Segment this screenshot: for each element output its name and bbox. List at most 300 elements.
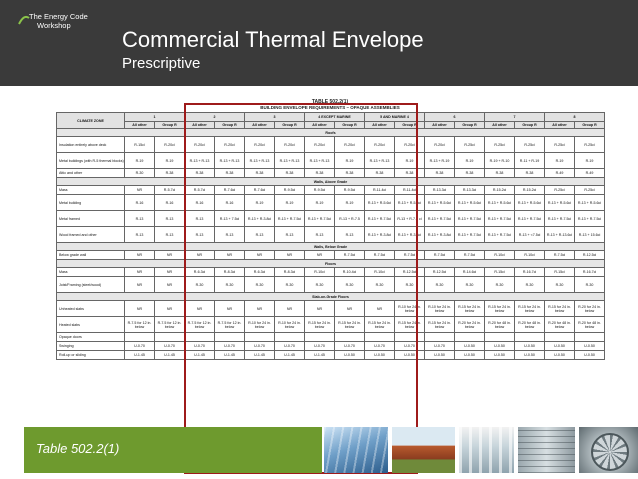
table-cell: R-15 for 24 in. below	[395, 317, 425, 333]
table-cell: R-8.3ci	[275, 268, 305, 277]
table-cell: R-19	[155, 153, 185, 169]
table-cell	[455, 333, 485, 342]
table-cell: R-20 for 48 in. below	[545, 317, 575, 333]
zone-header: 2	[185, 113, 245, 122]
table-cell: NR	[125, 251, 155, 260]
table-cell: R-7.5ci	[335, 251, 365, 260]
table-cell: R-20 for 48 in. below	[515, 317, 545, 333]
table-cell: R-25ci	[575, 186, 605, 195]
table-cell: U-0.70	[305, 342, 335, 351]
table-cell: R-10ci	[365, 268, 395, 277]
table-cell: R-13	[125, 211, 155, 227]
row-label: Below grade wall	[57, 251, 125, 260]
table-cell: R-30	[395, 277, 425, 293]
table-cell: R-30	[305, 277, 335, 293]
table-cell: U-1.45	[215, 351, 245, 360]
table-row	[57, 211, 605, 227]
table-cell: R-13 + R-5.6ci	[425, 195, 455, 211]
table-cell: R-30	[125, 169, 155, 178]
table-cell: R-20ci	[305, 137, 335, 153]
table-cell: R-13	[215, 227, 245, 243]
table-cell: NR	[155, 268, 185, 277]
table-cell: R-20ci	[395, 137, 425, 153]
group-header: Group R	[395, 122, 425, 129]
table-cell: R-15 for 24 in. below	[545, 301, 575, 317]
table-cell: R-19	[395, 153, 425, 169]
table-cell: R-7.5ci	[395, 251, 425, 260]
zone-header: 8	[545, 113, 605, 122]
table-cell: NR	[125, 186, 155, 195]
table-cell: R-13 + R-7.5ci	[545, 211, 575, 227]
table-cell: R-20ci	[215, 137, 245, 153]
table-cell: R-7.5ci	[455, 251, 485, 260]
group-header: All other	[365, 122, 395, 129]
group-header: All other	[305, 122, 335, 129]
group-header: All other	[485, 122, 515, 129]
group-header: All other	[125, 122, 155, 129]
table-cell: R-15ci	[485, 268, 515, 277]
table-cell: R-13 + R-13	[365, 153, 395, 169]
table-cell: R-13 + R-7.5ci	[485, 211, 515, 227]
table-cell: R-13.3ci	[425, 186, 455, 195]
table-cell: R-13 + R-5.6ci	[365, 195, 395, 211]
table-cell: R-19 + R-10	[485, 153, 515, 169]
table-cell	[125, 333, 155, 342]
table-cell: R-13 + R-5.6ci	[455, 195, 485, 211]
table-cell: R-38	[395, 169, 425, 178]
table-cell: R-7.5ci	[545, 251, 575, 260]
table-cell: R-20 for 48 in. below	[575, 317, 605, 333]
table-cell: R-13 + R-3.8ci	[365, 227, 395, 243]
table-cell: R-13 + R-13	[245, 153, 275, 169]
table-cell: R-7.5ci	[425, 251, 455, 260]
table-cell: R-11.4ci	[365, 186, 395, 195]
envelope-table-image	[56, 99, 604, 414]
section-row	[57, 243, 605, 251]
table-cell: U-1.45	[185, 351, 215, 360]
table-cell: R-10ci	[515, 251, 545, 260]
table-subtitle: BUILDING ENVELOPE REQUIREMENTS – OPAQUE ASSEMBLIES	[260, 105, 400, 110]
table-cell	[155, 333, 185, 342]
metal-wall-photo	[518, 427, 575, 473]
section-heading: Floors	[57, 260, 605, 268]
group-header: All other	[425, 122, 455, 129]
group-header: Group R	[155, 122, 185, 129]
table-cell: R-16	[215, 195, 245, 211]
table-cell: R-15ci	[125, 137, 155, 153]
row-label: Unheated slabs	[57, 301, 125, 317]
row-label: Wood framed and other	[57, 227, 125, 243]
table-cell: R-13 + <7.5ci	[515, 227, 545, 243]
table-cell: R-13	[155, 227, 185, 243]
table-cell: R-25ci	[575, 137, 605, 153]
table-cell: R-13	[185, 227, 215, 243]
table-row	[57, 351, 605, 360]
table-cell: R-9.5ci	[305, 186, 335, 195]
table-cell: R-20ci	[185, 137, 215, 153]
table-cell: R-30	[215, 277, 245, 293]
caption-box	[24, 427, 322, 473]
table-cell: R-19	[335, 153, 365, 169]
table-cell: R-13 + R-13	[215, 153, 245, 169]
table-cell: U-0.50	[575, 351, 605, 360]
table-cell: R-20 for 24 in. below	[455, 317, 485, 333]
group-header: All other	[245, 122, 275, 129]
row-label: Insulation entirely above deck	[57, 137, 125, 153]
table-cell: R-7.5ci	[365, 251, 395, 260]
row-label: Mass	[57, 186, 125, 195]
table-cell: R-19	[305, 195, 335, 211]
table-cell: U-0.50	[395, 351, 425, 360]
table-cell	[275, 333, 305, 342]
table-cell: U-0.50	[515, 351, 545, 360]
table-cell: U-0.70	[425, 342, 455, 351]
group-header: Group R	[575, 122, 605, 129]
table-cell: R-19	[245, 195, 275, 211]
table-cell: R-15 for 24 in. below	[425, 317, 455, 333]
table-row	[57, 333, 605, 342]
table-cell: R-30	[515, 277, 545, 293]
table-cell: R-13 + R-3.8ci	[425, 227, 455, 243]
logo-line-1: The Energy Code	[29, 12, 88, 21]
table-cell: NR	[155, 277, 185, 293]
table-cell: NR	[125, 277, 155, 293]
table-cell: R-7.6ci	[215, 186, 245, 195]
table-cell: R-12.5ci	[425, 268, 455, 277]
table-cell: R-13.3ci	[455, 186, 485, 195]
section-heading: Walls, Above Grade	[57, 178, 605, 186]
fan-photo	[579, 427, 638, 473]
table-cell: R-30	[275, 277, 305, 293]
table-cell: U-0.70	[125, 342, 155, 351]
table-row	[57, 169, 605, 178]
table-cell: R-25ci	[545, 186, 575, 195]
table-cell: R-10.4ci	[335, 268, 365, 277]
table-cell: U-0.50	[335, 351, 365, 360]
table-cell: NR	[215, 301, 245, 317]
slide-header	[0, 0, 638, 86]
table-cell: R-30	[575, 277, 605, 293]
row-label: Opaque doors	[57, 333, 125, 342]
table-cell: U-0.70	[275, 342, 305, 351]
row-label: Metal buildings (with R-5 thermal blocks)	[57, 153, 125, 169]
table-cell: R-19	[275, 195, 305, 211]
table-cell: U-0.70	[215, 342, 245, 351]
table-cell: R-10ci	[485, 251, 515, 260]
table-cell: R-13	[125, 227, 155, 243]
table-cell: R-5.7ci	[155, 186, 185, 195]
table-cell: R-13 + R-7.5ci	[485, 227, 515, 243]
table-cell: R-13 + R-7.5ci	[425, 211, 455, 227]
table-cell: NR	[185, 251, 215, 260]
table-cell: NR	[275, 301, 305, 317]
table-row	[57, 137, 605, 153]
table-cell: R-15 for 24 in. below	[335, 317, 365, 333]
table-cell: R-10 for 24 in. below	[275, 317, 305, 333]
table-cell: R-16	[185, 195, 215, 211]
table-row	[57, 268, 605, 277]
table-cell: R-7.6ci	[245, 186, 275, 195]
table-cell: R-13 + 7.5ci	[215, 211, 245, 227]
table-row	[57, 317, 605, 333]
table-cell: R-15.2ci	[485, 186, 515, 195]
table-cell: R-20ci	[245, 137, 275, 153]
table-cell: NR	[125, 268, 155, 277]
table-cell: R-38	[305, 169, 335, 178]
table-cell: R-15.2ci	[515, 186, 545, 195]
table-cell: R-11 + R-19	[515, 153, 545, 169]
table-cell: R-13	[305, 227, 335, 243]
table-cell: U-0.50	[545, 351, 575, 360]
table-cell	[365, 333, 395, 342]
table-row	[57, 195, 605, 211]
table-cell: R-5.7ci	[185, 186, 215, 195]
table-cell: R-13 + R-5.6ci	[575, 195, 605, 211]
table-cell: R-13 + R-13	[185, 153, 215, 169]
table-cell: R-13 + R-5.6ci	[485, 195, 515, 211]
table-cell: R-13 + R-5.6ci	[395, 195, 425, 211]
table-cell: R-30	[455, 277, 485, 293]
table-row	[57, 277, 605, 293]
table-cell: R-13 + R-19	[425, 153, 455, 169]
table-cell: R-20 for 24 in. below	[575, 301, 605, 317]
table-cell: R-38	[335, 169, 365, 178]
table-cell	[185, 333, 215, 342]
table-cell: R-10 for 24 in. below	[245, 317, 275, 333]
table-cell: NR	[305, 301, 335, 317]
table-cell: R-30	[545, 277, 575, 293]
table-cell: U-0.50	[515, 342, 545, 351]
table-cell: NR	[155, 301, 185, 317]
group-header: Group R	[215, 122, 245, 129]
table-cell: NR	[185, 301, 215, 317]
table-cell: R-13 + R-7.5ci	[515, 211, 545, 227]
table-cell: R-9.5ci	[275, 186, 305, 195]
group-header: All other	[185, 122, 215, 129]
table-cell: R-20ci	[335, 137, 365, 153]
logo-text	[29, 12, 88, 30]
table-cell: R-6.3ci	[185, 268, 215, 277]
table-row	[57, 227, 605, 243]
table-cell: U-1.45	[245, 351, 275, 360]
logo-line-2: Workshop	[37, 21, 71, 30]
table-cell: R-15 for 24 in. below	[365, 317, 395, 333]
table-cell: R-12.5ci	[575, 251, 605, 260]
table-cell: R-30	[425, 277, 455, 293]
table-cell: R-20ci	[425, 137, 455, 153]
row-label: Heated slabs	[57, 317, 125, 333]
table-cell: R-38	[185, 169, 215, 178]
slide-title: Commercial Thermal Envelope	[122, 27, 424, 52]
table-cell: R-15 for 24 in. below	[485, 301, 515, 317]
table-cell: U-0.70	[185, 342, 215, 351]
table-cell: R-16	[125, 195, 155, 211]
table-cell	[575, 333, 605, 342]
table-cell: R-19	[335, 195, 365, 211]
table-cell: R-20ci	[155, 137, 185, 153]
table-cell: U-0.70	[395, 342, 425, 351]
table-cell	[215, 333, 245, 342]
table-row	[57, 342, 605, 351]
table-cell: R-8.3ci	[215, 268, 245, 277]
table-cell: R-38	[485, 169, 515, 178]
table-cell: R-16.7ci	[515, 268, 545, 277]
table-cell: R-13 + R-7.5ci	[365, 211, 395, 227]
zone-header: 3	[245, 113, 305, 122]
table-cell: R-38	[425, 169, 455, 178]
table-cell: R-49	[575, 169, 605, 178]
section-heading: Slab-on-Grade Floors	[57, 293, 605, 301]
table-cell: NR	[335, 301, 365, 317]
table-cell: R-9.5ci	[335, 186, 365, 195]
table-cell: R-25ci	[485, 137, 515, 153]
table-cell: R-30	[185, 277, 215, 293]
table-cell	[305, 333, 335, 342]
row-label: Joist/Framing (steel/wood)	[57, 277, 125, 293]
table-cell: R-13 + R-7.5	[335, 211, 365, 227]
zone-header: 1	[125, 113, 185, 122]
section-heading: Roofs	[57, 129, 605, 137]
row-label: Metal building	[57, 195, 125, 211]
zone-header-row	[57, 113, 605, 122]
table-cell: R-13	[245, 227, 275, 243]
table-cell: R-38	[215, 169, 245, 178]
table-cell: U-0.70	[335, 342, 365, 351]
table-cell: R-13 + R-7.5ci	[455, 227, 485, 243]
group-header: Group R	[275, 122, 305, 129]
table-cell: R-11.4ci	[395, 186, 425, 195]
table-cell: U-1.45	[305, 351, 335, 360]
table-cell: U-0.50	[485, 342, 515, 351]
table-cell: U-0.70	[365, 342, 395, 351]
table-body	[57, 129, 605, 360]
group-header: Group R	[335, 122, 365, 129]
table-cell: R-19	[455, 153, 485, 169]
table-cell: R-13	[155, 211, 185, 227]
table-cell: R-30	[485, 277, 515, 293]
table-cell: R-30	[365, 277, 395, 293]
section-row	[57, 178, 605, 186]
table-cell: U-0.50	[455, 351, 485, 360]
table-cell: R-30	[245, 277, 275, 293]
table-cell: R-7.5 for 12 in. below	[155, 317, 185, 333]
table-cell: R-16	[155, 195, 185, 211]
table-cell: R-13 + R-7.5ci	[275, 211, 305, 227]
table-cell: NR	[275, 251, 305, 260]
table-cell: NR	[125, 301, 155, 317]
table-cell: R-13 + R-13.6ci	[545, 227, 575, 243]
table-cell: R-13 + R-7.5ci	[455, 211, 485, 227]
table-cell: NR	[245, 251, 275, 260]
table-cell: R-13 + R-7.5ci	[575, 211, 605, 227]
table-cell	[425, 333, 455, 342]
table-cell: R-6.3ci	[245, 268, 275, 277]
table-cell: U-1.45	[275, 351, 305, 360]
table-cell: NR	[365, 301, 395, 317]
table-cell: R-13 + R-5.6ci	[545, 195, 575, 211]
table-cell: U-0.50	[545, 342, 575, 351]
table-cell: R-20 for 48 in. below	[485, 317, 515, 333]
table-cell: R-13	[185, 211, 215, 227]
table-cell: R-25ci	[455, 137, 485, 153]
climate-zone-header: CLIMATE ZONE	[57, 113, 125, 129]
table-cell	[485, 333, 515, 342]
caption-text: Table 502.2(1)	[36, 441, 120, 456]
table-cell: R-25ci	[545, 137, 575, 153]
section-row	[57, 293, 605, 301]
group-header: All other	[545, 122, 575, 129]
section-heading: Walls, Below Grade	[57, 243, 605, 251]
table-cell: U-0.50	[455, 342, 485, 351]
envelope-requirements-table	[56, 112, 605, 360]
table-cell: U-0.50	[485, 351, 515, 360]
table-cell: R-49	[545, 169, 575, 178]
table-cell: R-16.7ci	[575, 268, 605, 277]
zone-header: 7	[485, 113, 545, 122]
table-cell: R-15 for 24 in. below	[455, 301, 485, 317]
table-cell: R-13	[335, 227, 365, 243]
zone-header: 5 AND MARINE 4	[365, 113, 425, 122]
table-cell: R-13 + R-7.5 ci	[395, 211, 425, 227]
row-label: Attic and other	[57, 169, 125, 178]
table-row	[57, 301, 605, 317]
table-cell: U-0.70	[155, 342, 185, 351]
table-cell	[545, 333, 575, 342]
table-cell: NR	[155, 251, 185, 260]
warehouse-photo	[459, 427, 514, 473]
zone-header: 4 EXCEPT MARINE	[305, 113, 365, 122]
house-roof-photo	[392, 427, 455, 473]
table-cell: R-38	[515, 169, 545, 178]
table-row	[57, 251, 605, 260]
section-row	[57, 129, 605, 137]
table-cell: U-1.45	[125, 351, 155, 360]
table-cell: R-13 + R-7.5ci	[305, 211, 335, 227]
table-cell: R-7.5 for 12 in. below	[215, 317, 245, 333]
table-cell	[515, 333, 545, 342]
section-row	[57, 260, 605, 268]
table-cell: NR	[215, 251, 245, 260]
table-cell: NR	[245, 301, 275, 317]
table-cell: R-38	[455, 169, 485, 178]
table-cell: R-38	[365, 169, 395, 178]
table-cell: R-7.5 for 12 in. below	[125, 317, 155, 333]
table-cell: U-0.50	[365, 351, 395, 360]
table-cell: U-1.45	[155, 351, 185, 360]
table-cell: R-13 + R-3.8ci	[245, 211, 275, 227]
table-cell: R-7.5 for 12 in. below	[185, 317, 215, 333]
table-row	[57, 153, 605, 169]
table-cell: NR	[305, 251, 335, 260]
table-cell: R-13 + R-3.8ci	[395, 227, 425, 243]
table-cell: R-20ci	[275, 137, 305, 153]
table-cell: R-25ci	[515, 137, 545, 153]
table-cell: R-14.6ci	[455, 268, 485, 277]
table-cell: R-13 + R-13	[305, 153, 335, 169]
table-cell: R-15ci	[545, 268, 575, 277]
group-header: Group R	[455, 122, 485, 129]
table-cell: R-19	[545, 153, 575, 169]
table-cell: R-30	[335, 277, 365, 293]
table-cell: R-10ci	[305, 268, 335, 277]
slide-subtitle: Prescriptive	[122, 55, 201, 72]
row-label: Metal framed	[57, 211, 125, 227]
table-cell	[335, 333, 365, 342]
table-cell: R-13	[275, 227, 305, 243]
row-label: Mass	[57, 268, 125, 277]
table-cell	[245, 333, 275, 342]
row-label: Swinging	[57, 342, 125, 351]
